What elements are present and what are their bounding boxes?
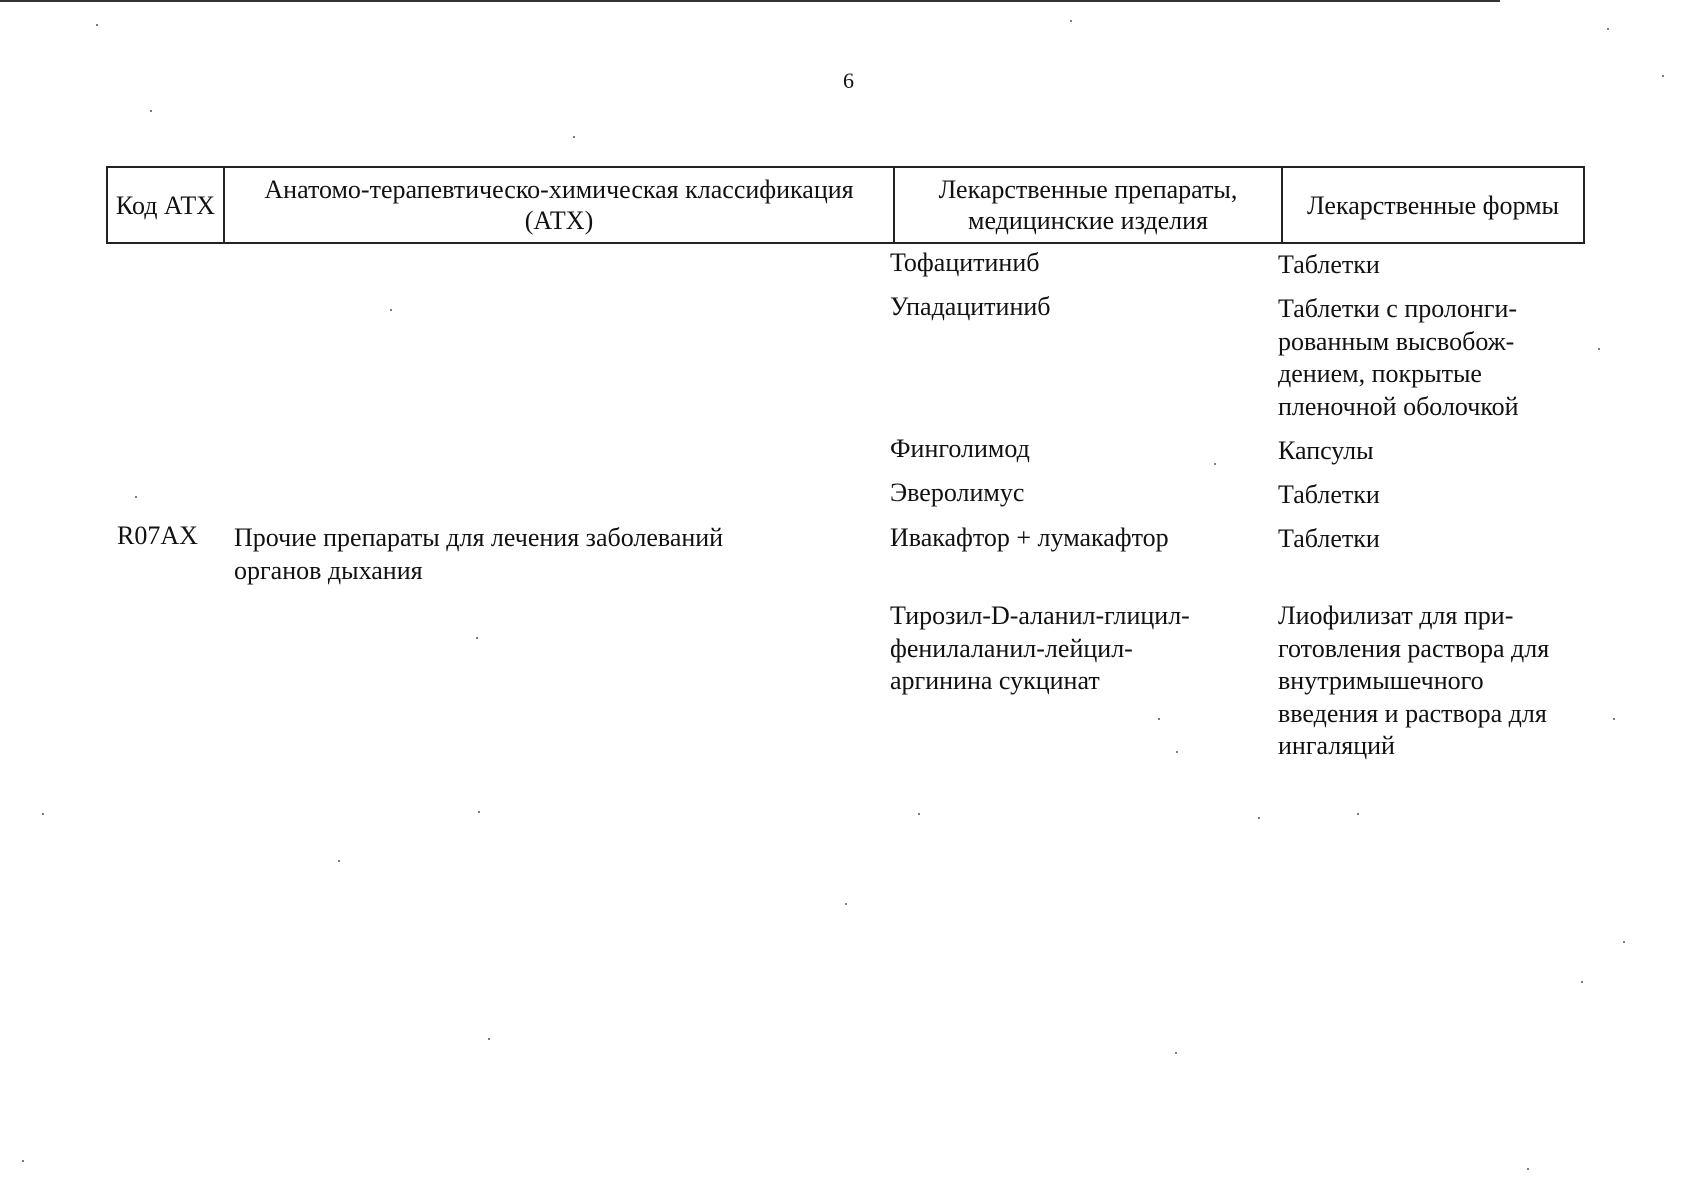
scan-speck	[22, 1160, 24, 1162]
drug-cell: Эверолимус	[890, 478, 1025, 507]
drug-cell: Тирозил-D-аланил-глицил-фенилаланил-лейцил-аргинина сукцинат	[890, 601, 1190, 695]
scan-speck	[1176, 751, 1178, 753]
scan-speck	[478, 811, 480, 813]
scan-speck	[150, 110, 152, 112]
page-number: 6	[843, 68, 854, 93]
scan-speck	[1158, 718, 1160, 720]
form-cell: Таблетки	[1278, 480, 1380, 509]
scan-speck	[390, 309, 392, 311]
scan-speck	[845, 903, 847, 905]
header-code: Код АТХ	[107, 167, 224, 243]
top-border-line	[0, 0, 1500, 2]
scan-speck	[1357, 813, 1359, 815]
form-cell: Таблетки	[1278, 250, 1380, 279]
drug-cell: Тофацитиниб	[890, 248, 1040, 277]
form-cell: Капсулы	[1278, 436, 1374, 465]
scan-speck	[1613, 718, 1615, 720]
scan-speck	[1527, 1168, 1529, 1170]
form-cell: Лиофилизат для при-готовления раствора для внутримышечного введения и раствора для ингаляций	[1278, 601, 1550, 760]
header-row	[107, 167, 1584, 243]
drug-cell: Ивакафтор + лумакафтор	[890, 523, 1169, 552]
scan-speck	[96, 24, 98, 26]
form-cell: Таблетки	[1278, 524, 1380, 553]
table-header	[106, 166, 1585, 244]
scan-speck	[476, 637, 478, 639]
scan-speck	[1598, 348, 1600, 350]
scan-speck	[1258, 817, 1260, 819]
header-forms: Лекарственные формы	[1282, 167, 1584, 243]
scan-speck	[135, 496, 137, 498]
scan-speck	[338, 860, 340, 862]
scan-speck	[1607, 28, 1609, 30]
header-classification: Анатомо-терапевтическо-химическая классификация (АТХ)	[224, 167, 894, 243]
scan-speck	[1070, 20, 1072, 22]
scan-speck	[918, 813, 920, 815]
scan-speck	[1581, 981, 1583, 983]
code-cell: R07AX	[117, 521, 198, 550]
scan-speck	[1623, 941, 1625, 943]
header-drugs: Лекарственные препараты, медицинские изделия	[894, 167, 1282, 243]
drug-cell: Упадацитиниб	[890, 292, 1051, 321]
scan-speck	[488, 1038, 490, 1040]
form-cell: Таблетки с пролонги-рованным высвобож-дением, покрытые пленочной оболочкой	[1278, 294, 1519, 421]
scan-speck	[1175, 1052, 1177, 1054]
drug-cell: Финголимод	[890, 434, 1030, 463]
scan-speck	[42, 813, 44, 815]
scan-speck	[573, 136, 575, 138]
classification-cell: Прочие препараты для лечения заболеваний органов дыхания	[234, 523, 724, 585]
